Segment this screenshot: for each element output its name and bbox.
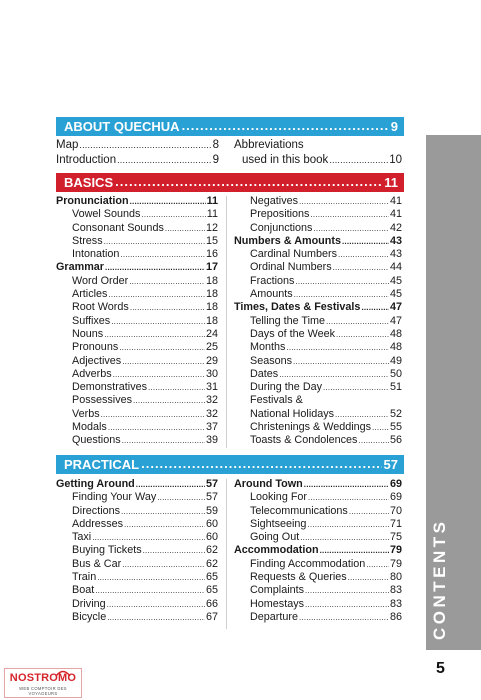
entry-page: 70 [389, 504, 402, 517]
toc-entry[interactable] [234, 598, 402, 611]
entry-label: Accommodation [234, 544, 319, 557]
toc-entry[interactable] [234, 531, 402, 544]
dot-leader [113, 368, 205, 381]
section-title: PRACTICAL [64, 457, 140, 472]
toc-heading-entry[interactable] [234, 301, 402, 314]
entry-label: Grammar [56, 261, 105, 274]
entry-label: Adverbs [72, 367, 112, 380]
entry-label: Getting Around [56, 478, 135, 490]
entry-page: 11 [206, 208, 218, 221]
side-tab-label: CONTENTS [430, 518, 449, 640]
practical-right-column [234, 478, 402, 624]
entry-page: 67 [205, 610, 218, 623]
dot-leader [105, 261, 205, 274]
dot-leader [115, 173, 382, 192]
entry-label: Modals [72, 421, 107, 434]
dot-leader [323, 381, 389, 394]
dot-leader [338, 248, 389, 261]
practical-left-column [56, 478, 218, 624]
toc-entry[interactable] [56, 611, 218, 624]
dot-leader [133, 394, 205, 407]
entry-page: 42 [389, 221, 402, 234]
entry-page: 60 [205, 517, 218, 530]
toc-entry[interactable] [234, 491, 402, 504]
dot-leader [148, 381, 205, 394]
entry-page: 79 [389, 557, 402, 570]
about-right-column [234, 138, 402, 168]
entry-label: Introduction [56, 154, 117, 166]
dot-leader [136, 478, 205, 491]
dot-leader [130, 195, 206, 208]
toc-entry[interactable] [56, 248, 218, 261]
entry-label: Homestays [250, 597, 305, 610]
entry-page: 80 [389, 571, 402, 584]
dot-leader [104, 328, 205, 341]
entry-label: Around Town [234, 478, 303, 490]
entry-page: 62 [205, 557, 218, 570]
entry-page: 59 [205, 504, 218, 517]
toc-entry[interactable] [234, 571, 402, 584]
entry-label: Bicycle [72, 610, 107, 623]
entry-page: 8 [212, 139, 219, 151]
toc-heading-entry[interactable] [56, 195, 218, 208]
entry-page: 48 [389, 341, 402, 354]
entry-page: 51 [389, 381, 402, 394]
toc-entry[interactable] [56, 544, 218, 557]
entry-page: 16 [205, 248, 218, 261]
toc-entry[interactable] [234, 394, 402, 407]
entry-label: Numbers & Amounts [234, 234, 341, 247]
entry-page: 37 [205, 421, 218, 434]
entry-page: 57 [205, 478, 218, 490]
dot-leader [293, 355, 389, 368]
dot-leader [111, 315, 205, 328]
dot-leader [130, 301, 205, 314]
toc-entry[interactable] [234, 153, 402, 168]
logo-name: NOSTROMO [9, 672, 77, 684]
dot-leader [326, 315, 389, 328]
dot-leader [120, 248, 205, 261]
dot-leader [122, 558, 205, 571]
about-left-column [56, 138, 219, 168]
entry-label: Train [72, 571, 97, 584]
entry-page: 18 [205, 301, 218, 314]
section-title: ABOUT QUECHUA [64, 119, 180, 134]
entry-page: 83 [389, 584, 402, 597]
dot-leader [119, 341, 205, 354]
entry-page: 18 [205, 288, 218, 301]
dot-leader [121, 505, 205, 518]
entry-label: Complaints [250, 584, 305, 597]
toc-entry[interactable] [56, 531, 218, 544]
entry-label: Ordinal Numbers [250, 261, 332, 274]
toc-entry[interactable] [56, 598, 218, 611]
dot-leader [333, 261, 389, 274]
toc-entry[interactable] [234, 328, 402, 341]
entry-page: 47 [389, 314, 402, 327]
toc-entry[interactable] [234, 381, 402, 394]
entry-label: Telecommunications [250, 504, 348, 517]
toc-entry[interactable] [56, 571, 218, 584]
entry-label: Suffixes [72, 314, 111, 327]
toc-entry[interactable] [234, 288, 402, 301]
toc-entry[interactable] [56, 275, 218, 288]
dot-leader [313, 222, 389, 235]
dot-leader [300, 531, 389, 544]
section-title: BASICS [64, 175, 114, 190]
entry-label: Abbreviations [234, 139, 304, 151]
section-header-practical [56, 455, 404, 474]
entry-label: Addresses [72, 517, 124, 530]
dot-leader [299, 195, 389, 208]
entry-page: 30 [205, 367, 218, 380]
entry-label: Boat [72, 584, 95, 597]
dot-leader [336, 328, 389, 341]
dot-leader [358, 434, 389, 447]
entry-label: Finding Accommodation [250, 557, 366, 570]
toc-entry[interactable] [56, 341, 218, 354]
section-page: 11 [384, 175, 398, 190]
entry-label: Root Words [72, 301, 129, 314]
entry-page: 55 [389, 421, 402, 434]
toc-entry[interactable] [56, 421, 218, 434]
toc-entry[interactable] [56, 222, 218, 235]
entry-label: Requests & Queries [250, 571, 347, 584]
entry-page: 12 [205, 221, 218, 234]
entry-label: Prepositions [250, 208, 310, 221]
entry-page: 45 [389, 274, 402, 287]
dot-leader [305, 584, 389, 597]
entry-label: Verbs [72, 407, 100, 420]
entry-label: Word Order [72, 274, 129, 287]
dot-leader [129, 275, 205, 288]
toc-heading-entry[interactable] [234, 235, 402, 248]
entry-page: 65 [205, 571, 218, 584]
entry-label: Going Out [250, 531, 300, 544]
entry-page: 43 [389, 234, 402, 247]
dot-leader [307, 518, 389, 531]
entry-label: Departure [250, 610, 299, 623]
toc-entry[interactable] [234, 195, 402, 208]
toc-entry[interactable] [56, 394, 218, 407]
entry-page: 65 [205, 584, 218, 597]
entry-label: Questions [72, 434, 121, 447]
entry-page: 18 [205, 274, 218, 287]
dot-leader [95, 584, 205, 597]
dot-leader [141, 208, 205, 221]
dot-leader [305, 598, 389, 611]
toc-entry[interactable] [234, 518, 402, 531]
entry-page: 83 [389, 597, 402, 610]
entry-label: Toasts & Condolences [250, 434, 358, 447]
entry-page: 39 [205, 434, 218, 447]
basics-left-column [56, 195, 218, 448]
entry-page: 41 [389, 208, 402, 221]
entry-label: Bus & Car [72, 557, 122, 570]
toc-entry[interactable] [56, 138, 219, 153]
nostromo-logo [4, 668, 82, 698]
dot-leader [79, 138, 211, 153]
section-header-about [56, 117, 404, 136]
entry-label: Demonstratives [72, 381, 148, 394]
entry-page: 69 [389, 491, 402, 504]
entry-page: 32 [205, 407, 218, 420]
toc-entry[interactable] [234, 505, 402, 518]
entry-page: 17 [205, 261, 218, 274]
dot-leader [97, 571, 205, 584]
section-page: 9 [390, 119, 398, 134]
entry-page: 52 [389, 407, 402, 420]
entry-page: 79 [389, 544, 402, 557]
entry-label: Christenings & Weddings [250, 421, 372, 434]
entry-label: Possessives [72, 394, 133, 407]
toc-entry[interactable] [56, 235, 218, 248]
entry-label: Intonation [72, 248, 120, 261]
entry-label: Telling the Time [250, 314, 326, 327]
entry-page: 43 [389, 248, 402, 261]
toc-entry[interactable] [56, 301, 218, 314]
dot-leader [101, 408, 205, 421]
entry-label: Negatives [250, 195, 299, 207]
entry-page: 31 [205, 381, 218, 394]
entry-page: 18 [205, 314, 218, 327]
toc-entry[interactable] [56, 288, 218, 301]
dot-leader [141, 455, 381, 474]
toc-entry[interactable] [56, 368, 218, 381]
toc-entry[interactable] [56, 518, 218, 531]
entry-label: Festivals & [250, 394, 303, 407]
entry-label: Map [56, 139, 79, 151]
toc-entry[interactable] [56, 584, 218, 597]
entry-page: 44 [389, 261, 402, 274]
toc-entry[interactable] [56, 208, 218, 221]
entry-label: Finding Your Way [72, 491, 157, 504]
entry-label: Articles [72, 288, 108, 301]
toc-entry[interactable] [234, 315, 402, 328]
toc-entry[interactable] [234, 434, 402, 447]
dot-leader [92, 531, 205, 544]
entry-label: Taxi [72, 531, 92, 544]
toc-heading-entry[interactable] [234, 544, 402, 557]
entry-page: 47 [389, 301, 402, 314]
entry-page: 11 [206, 195, 218, 207]
entry-label: Times, Dates & Festivals [234, 301, 361, 314]
toc-entry[interactable] [234, 558, 402, 571]
entry-page: 25 [205, 341, 218, 354]
entry-label: Seasons [250, 354, 293, 367]
toc-entry[interactable] [56, 315, 218, 328]
entry-label: Buying Tickets [72, 544, 142, 557]
dot-leader [366, 558, 389, 571]
entry-page: 10 [389, 154, 402, 166]
toc-entry[interactable] [234, 208, 402, 221]
toc-entry[interactable] [56, 491, 218, 504]
entry-page: 56 [389, 434, 402, 447]
dot-leader [310, 208, 389, 221]
toc-entry[interactable] [56, 153, 219, 168]
toc-heading-entry[interactable] [56, 261, 218, 274]
toc-heading-entry[interactable] [56, 478, 218, 491]
toc-entry[interactable] [234, 275, 402, 288]
dot-leader [279, 368, 389, 381]
entry-page: 62 [205, 544, 218, 557]
toc-entry[interactable] [234, 222, 402, 235]
dot-leader [108, 421, 205, 434]
entry-label: Dates [250, 367, 279, 380]
section-header-basics [56, 173, 404, 192]
dot-leader [335, 408, 389, 421]
toc-entry[interactable] [56, 408, 218, 421]
dot-leader [348, 571, 389, 584]
section-page: 57 [383, 457, 398, 472]
entry-page: 29 [205, 354, 218, 367]
dot-leader [122, 434, 205, 447]
entry-label: Pronunciation [56, 195, 129, 207]
entry-label: Looking For [250, 491, 308, 504]
entry-page: 60 [205, 531, 218, 544]
dot-leader [342, 235, 389, 248]
dot-leader [349, 505, 389, 518]
dot-leader [372, 421, 389, 434]
toc-entry[interactable] [234, 355, 402, 368]
dot-leader [320, 544, 389, 557]
dot-leader [107, 611, 205, 624]
toc-entry[interactable] [234, 611, 402, 624]
entry-label: Fractions [250, 274, 295, 287]
entry-label: Nouns [72, 327, 104, 340]
column-divider [226, 479, 227, 629]
dot-leader [143, 544, 205, 557]
entry-label: During the Day [250, 381, 323, 394]
toc-entry[interactable] [234, 421, 402, 434]
toc-entry[interactable] [56, 558, 218, 571]
dot-leader [117, 153, 211, 168]
entry-page: 15 [205, 234, 218, 247]
entry-label: Stress [72, 234, 103, 247]
basics-right-column [234, 195, 402, 448]
entry-page: 57 [205, 491, 218, 504]
entry-label: used in this book [242, 154, 329, 166]
toc-entry[interactable] [234, 408, 402, 421]
toc-entry[interactable] [56, 505, 218, 518]
entry-page: 50 [389, 367, 402, 380]
entry-page: 32 [205, 394, 218, 407]
entry-page: 9 [212, 154, 219, 166]
dot-leader [295, 275, 389, 288]
toc-entry[interactable] [56, 355, 218, 368]
entry-page: 75 [389, 531, 402, 544]
dot-leader [157, 491, 205, 504]
entry-label: Directions [72, 504, 121, 517]
dot-leader [104, 235, 205, 248]
entry-label: Vowel Sounds [72, 208, 141, 221]
toc-entry[interactable] [234, 368, 402, 381]
entry-page: 71 [389, 517, 402, 530]
entry-label: Sightseeing [250, 517, 307, 530]
entry-label: Days of the Week [250, 327, 336, 340]
dot-leader [308, 491, 389, 504]
entry-page: 45 [389, 288, 402, 301]
dot-leader [329, 153, 388, 168]
page-number: 5 [436, 660, 445, 677]
dot-leader [294, 288, 389, 301]
entry-label: Cardinal Numbers [250, 248, 338, 261]
dot-leader [108, 288, 205, 301]
dot-leader [122, 355, 205, 368]
dot-leader [124, 518, 205, 531]
toc-entry-label-line[interactable] [234, 138, 402, 153]
toc-entry[interactable] [234, 341, 402, 354]
entry-page: 86 [389, 610, 402, 623]
toc-entry[interactable] [56, 434, 218, 447]
entry-page: 41 [389, 195, 402, 207]
entry-page: 69 [389, 478, 402, 490]
toc-entry[interactable] [234, 248, 402, 261]
entry-label: Amounts [250, 288, 293, 301]
dot-leader [107, 598, 205, 611]
dot-leader [299, 611, 389, 624]
dot-leader [182, 117, 389, 136]
toc-entry[interactable] [234, 261, 402, 274]
dot-leader [361, 301, 389, 314]
dot-leader [304, 478, 389, 491]
entry-page: 48 [389, 327, 402, 340]
toc-heading-entry[interactable] [234, 478, 402, 491]
entry-page: 66 [205, 597, 218, 610]
toc-entry[interactable] [56, 328, 218, 341]
dot-leader [165, 222, 205, 235]
entry-label: Conjunctions [250, 221, 313, 234]
entry-label: National Holidays [250, 407, 335, 420]
toc-entry[interactable] [234, 584, 402, 597]
entry-label: Consonant Sounds [72, 221, 164, 234]
entry-page: 24 [205, 327, 218, 340]
dot-leader [286, 341, 389, 354]
entry-label: Driving [72, 597, 106, 610]
column-divider [226, 196, 227, 448]
toc-entry[interactable] [56, 381, 218, 394]
entry-label: Pronouns [72, 341, 119, 354]
entry-page: 49 [389, 354, 402, 367]
entry-label: Adjectives [72, 354, 122, 367]
entry-label: Months [250, 341, 286, 354]
logo-tagline: WEB COMPTOIR DES VOYAGEURS [19, 686, 67, 696]
